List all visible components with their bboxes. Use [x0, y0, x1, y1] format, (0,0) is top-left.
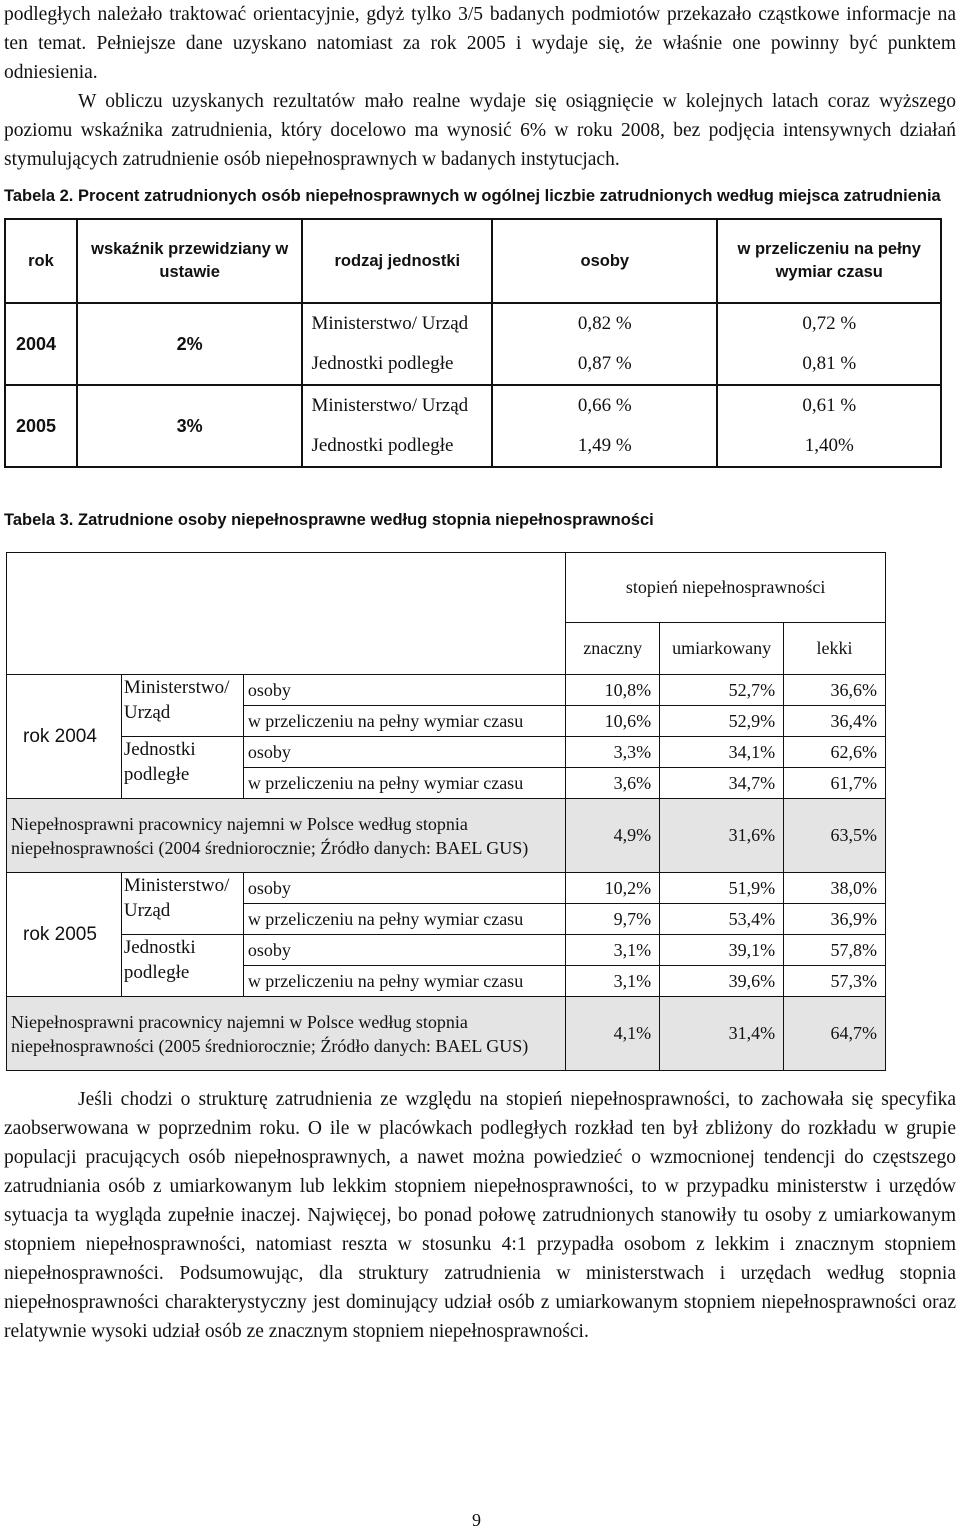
table3-header-umiarkowany: umiarkowany — [660, 623, 784, 675]
table3-cell: 51,9% — [660, 873, 784, 904]
table3-cell: 57,3% — [784, 966, 886, 997]
table3-cell: 38,0% — [784, 873, 886, 904]
table3-cell: 61,7% — [784, 768, 886, 799]
table2-header-year: rok — [5, 219, 77, 303]
table2-persons: 1,49 % — [492, 426, 717, 467]
table3-blank-corner-lower — [7, 623, 566, 675]
table-row — [7, 997, 886, 1071]
page-number: 9 — [472, 1510, 481, 1530]
table3-cell: 34,7% — [660, 768, 784, 799]
table2-unit: Ministerstwo/ Urząd — [302, 385, 492, 426]
table3-cell: 63,5% — [784, 799, 886, 873]
table2-persons: 0,82 % — [492, 303, 717, 344]
table2-unit: Jednostki podległe — [302, 344, 492, 385]
paragraph-employment-indicator: W obliczu uzyskanych rezultatów mało realne wydaje się osiągnięcie w kolejnych latach coraz wyższego poziomu wskaźnika zatrudnienia, który docelowo ma wynosić 6% w roku 2008, bez podjęcia intensywnych działań stymulujących zatrudnienie osób niepełnosprawnych w badanych instytucjach. — [4, 91, 956, 170]
table3-year-2004: rok 2004 — [7, 675, 122, 799]
table3-cell: 31,6% — [660, 799, 784, 873]
table3-caption-text: Zatrudnione osoby niepełnosprawne według stopnia niepełnosprawności — [73, 511, 654, 529]
table2-unit: Ministerstwo/ Urząd — [302, 303, 492, 344]
table3-reference-label: Niepełnosprawni pracownicy najemni w Polsce według stopnia niepełnosprawności (2005 średniorocznie; Źródło danych: BAEL GUS) — [7, 997, 566, 1071]
table2-fte: 0,72 % — [717, 303, 941, 344]
table2-header-fte: w przeliczeniu na pełny wymiar czasu — [717, 219, 941, 303]
table3-cell: 36,9% — [784, 904, 886, 935]
table3 — [6, 552, 886, 1071]
table2-indicator-2005: 3% — [77, 385, 303, 467]
table3-cell: 4,9% — [566, 799, 660, 873]
table3-institution: Jednostki podległe — [121, 935, 243, 997]
table3-row-label: osoby — [243, 675, 565, 706]
table3-row-label: osoby — [243, 737, 565, 768]
table2-year-2004: 2004 — [5, 303, 77, 385]
table3-row-label: w przeliczeniu na pełny wymiar czasu — [243, 768, 565, 799]
table2-header-persons: osoby — [492, 219, 717, 303]
table3-cell: 39,1% — [660, 935, 784, 966]
table2-header-unit: rodzaj jednostki — [302, 219, 492, 303]
table2 — [4, 218, 942, 468]
table-row — [7, 737, 886, 768]
table2-fte: 0,81 % — [717, 344, 941, 385]
table3-institution: Ministerstwo/ Urząd — [121, 873, 243, 935]
table-row — [5, 385, 941, 426]
table3-cell: 39,6% — [660, 966, 784, 997]
table3-cell: 10,8% — [566, 675, 660, 706]
table-row — [7, 675, 886, 706]
table3-row-label: osoby — [243, 873, 565, 904]
table3-cell: 31,4% — [660, 997, 784, 1071]
table2-indicator-2004: 2% — [77, 303, 303, 385]
table-row — [5, 303, 941, 344]
table3-header-group: stopień niepełnosprawności — [566, 553, 886, 623]
table3-cell: 3,6% — [566, 768, 660, 799]
paragraph-continued: podległych należało traktować orientacyjnie, gdyż tylko 3/5 badanych podmiotów przekazało cząstkowe informacje na ten temat. Pełniejsze dane uzyskano natomiast za rok 2005 i wydaje się, że właśnie one powinny być punktem odniesienia. — [4, 4, 956, 83]
table3-cell: 34,1% — [660, 737, 784, 768]
table3-cell: 57,8% — [784, 935, 886, 966]
table3-cell: 3,3% — [566, 737, 660, 768]
table3-header-znaczny: znaczny — [566, 623, 660, 675]
paragraph-structure: Jeśli chodzi o strukturę zatrudnienia ze względu na stopień niepełnosprawności, to zachowała się specyfika zaobserwowana w poprzednim roku. O ile w placówkach podległych rozkład ten był zbliżony do rozkładu w grupie populacji pracujących osób niepełnosprawnych, a nawet można powiedzieć o wzmocnionej tendencji do częstszego zatrudniania osób z umiarkowanym lub lekkim stopniem niepełnosprawności, to w przypadku ministerstw i urzędów sytuacja ta wygląda zupełnie inaczej. Najwięcej, bo ponad połowę zatrudnionych stanowiły tu osoby z umiarkowanym stopniem niepełnosprawności, natomiast reszta w stosunku 4:1 przypadła osobom z lekkim i znacznym stopniem niepełnosprawności. Podsumowując, dla struktury zatrudnienia w ministerstwach i urzędach według stopnia niepełnosprawności charakterystyczny jest dominujący udział osób z umiarkowanym stopniem niepełnosprawności oraz relatywnie wysoki udział osób ze znacznym stopniem niepełnosprawności. — [4, 1089, 956, 1342]
table3-institution: Jednostki podległe — [121, 737, 243, 799]
table2-fte: 1,40% — [717, 426, 941, 467]
table3-cell: 36,6% — [784, 675, 886, 706]
table2-persons: 0,66 % — [492, 385, 717, 426]
table3-cell: 3,1% — [566, 935, 660, 966]
table3-caption — [4, 508, 956, 532]
table2-unit: Jednostki podległe — [302, 426, 492, 467]
table3-cell: 52,9% — [660, 706, 784, 737]
table3-cell: 9,7% — [566, 904, 660, 935]
table3-header-lekki: lekki — [784, 623, 886, 675]
table-row — [7, 799, 886, 873]
table3-year-2005: rok 2005 — [7, 873, 122, 997]
table2-fte: 0,61 % — [717, 385, 941, 426]
table-row — [7, 935, 886, 966]
table3-cell: 3,1% — [566, 966, 660, 997]
table3-row-label: osoby — [243, 935, 565, 966]
table3-caption-label: Tabela 3. — [4, 511, 74, 529]
table2-header-indicator: wskaźnik przewidziany w ustawie — [77, 219, 303, 303]
table3-row-label: w przeliczeniu na pełny wymiar czasu — [243, 966, 565, 997]
document-page — [4, 0, 956, 1346]
table2-caption — [4, 184, 956, 208]
table3-header-cols-row — [7, 623, 886, 675]
table3-reference-label: Niepełnosprawni pracownicy najemni w Polsce według stopnia niepełnosprawności (2004 średniorocznie; Źródło danych: BAEL GUS) — [7, 799, 566, 873]
table3-cell: 10,6% — [566, 706, 660, 737]
table3-cell: 36,4% — [784, 706, 886, 737]
table3-blank-corner — [7, 553, 566, 623]
table3-row-label: w przeliczeniu na pełny wymiar czasu — [243, 904, 565, 935]
table2-persons: 0,87 % — [492, 344, 717, 385]
table2-caption-text: Procent zatrudnionych osób niepełnosprawnych w ogólnej liczbie zatrudnionych według miejsca zatrudnienia — [73, 187, 941, 205]
table3-cell: 53,4% — [660, 904, 784, 935]
table3-row-label: w przeliczeniu na pełny wymiar czasu — [243, 706, 565, 737]
table3-cell: 62,6% — [784, 737, 886, 768]
table3-header-group-row — [7, 553, 886, 623]
table2-year-2005: 2005 — [16, 415, 57, 436]
table2-caption-label: Tabela 2. — [4, 187, 74, 205]
table-row — [7, 873, 886, 904]
table3-cell: 4,1% — [566, 997, 660, 1071]
table3-institution: Ministerstwo/ Urząd — [121, 675, 243, 737]
table3-cell: 52,7% — [660, 675, 784, 706]
table3-cell: 64,7% — [784, 997, 886, 1071]
table3-cell: 10,2% — [566, 873, 660, 904]
